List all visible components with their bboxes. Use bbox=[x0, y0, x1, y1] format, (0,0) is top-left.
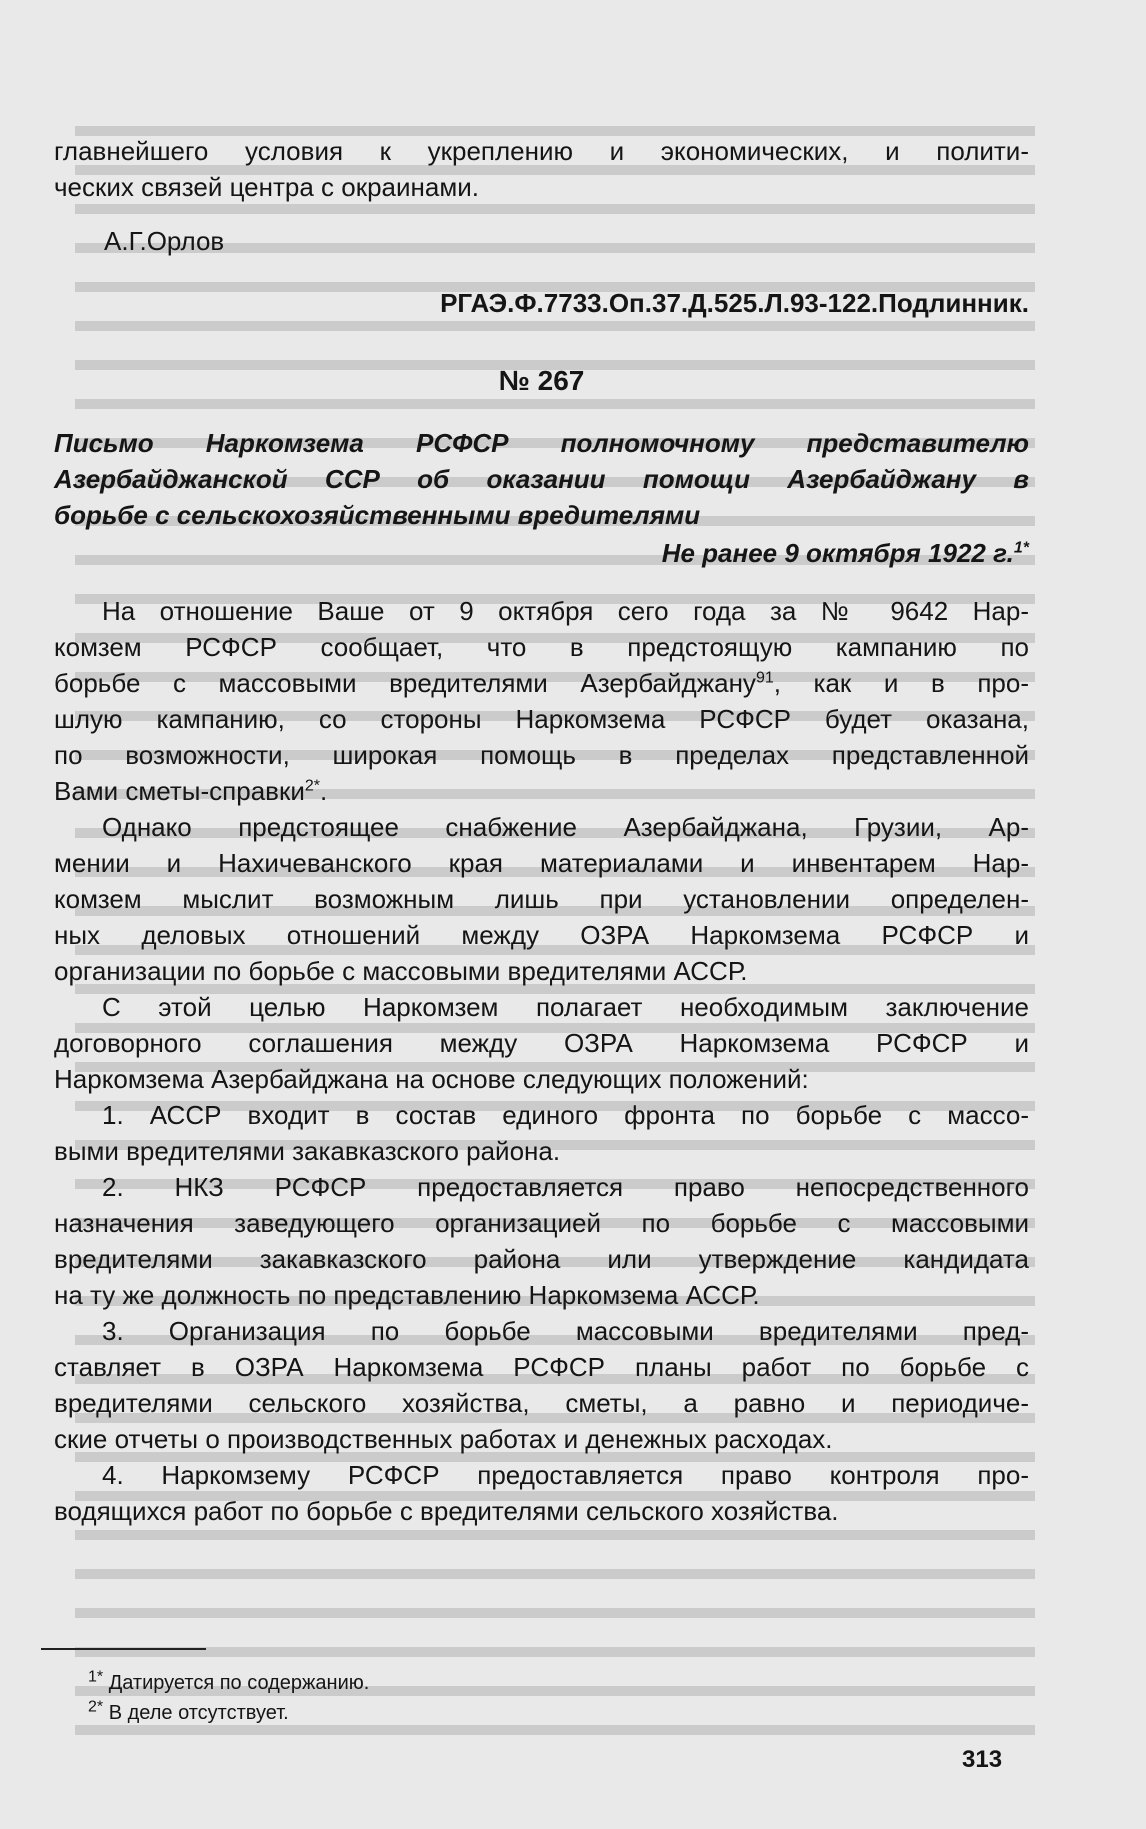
continued-line-2: ческих связей центра с окраинами. bbox=[54, 172, 479, 202]
note-91-mark: 91 bbox=[755, 669, 774, 687]
date-text: Не ранее 9 октября 1922 г. bbox=[661, 538, 1014, 568]
item-4-line-1: 4. Наркомзему РСФСР предоставляется право контроля про- bbox=[102, 1460, 1029, 1490]
footnote-1-text: Датируется по содержанию. bbox=[108, 1672, 370, 1694]
paragraph-1-line-3-after: , как и в про- bbox=[773, 668, 1029, 698]
archive-reference: РГАЭ.Ф.7733.Оп.37.Д.525.Л.93-122.Подлинник. bbox=[440, 288, 1029, 318]
document-title bbox=[54, 425, 1029, 533]
footnote-separator bbox=[41, 1648, 206, 1650]
title-line-1: Письмо Наркомзема РСФСР полномочному представителю bbox=[54, 428, 1029, 458]
paragraph-2-line-1: Однако предстоящее снабжение Азербайджана, Грузии, Ар- bbox=[102, 812, 1029, 842]
item-2 bbox=[54, 1169, 1029, 1313]
paragraph-3-line-3: Наркомзема Азербайджана на основе следующих положений: bbox=[54, 1064, 809, 1094]
paragraph-3-line-2: договорного соглашения между ОЗРА Наркомзема РСФСР и bbox=[54, 1028, 1029, 1058]
footnote-2-text: В деле отсутствует. bbox=[108, 1702, 289, 1724]
signature: А.Г.Орлов bbox=[104, 226, 225, 256]
continued-line-1: главнейшего условия к укреплению и экономических, и полити- bbox=[54, 136, 1029, 166]
footnote-2-mark: 2* bbox=[304, 777, 320, 795]
item-2-line-1: 2. НКЗ РСФСР предоставляется право непосредственного bbox=[102, 1172, 1029, 1202]
paragraph-1 bbox=[54, 593, 1029, 809]
item-3-line-3: вредителями сельского хозяйства, сметы, а равно и периодиче- bbox=[54, 1388, 1029, 1418]
paragraph-2-line-2: мении и Нахичеванского края материалами и инвентарем Нар- bbox=[54, 848, 1029, 878]
item-2-line-4: на ту же должность по представлению Наркомзема АССР. bbox=[54, 1280, 760, 1310]
date-footnote-mark: 1* bbox=[1013, 539, 1029, 557]
item-1-line-1: 1. АССР входит в состав единого фронта по борьбе с массо- bbox=[102, 1100, 1029, 1130]
paragraph-1-line-3-text: борьбе с массовыми вредителями Азербайджану bbox=[54, 668, 756, 698]
footnote-1-mark: 1* bbox=[88, 1668, 104, 1686]
footnote-1 bbox=[88, 1670, 369, 1696]
item-2-line-3: вредителями закавказского района или утверждение кандидата bbox=[54, 1244, 1029, 1274]
spacer bbox=[54, 571, 1029, 593]
paragraph-1-line-1: На отношение Ваше от 9 октября сего года за № 9642 Нар- bbox=[102, 596, 1029, 626]
paragraph-2-line-4: ных деловых отношений между ОЗРА Наркомзема РСФСР и bbox=[54, 920, 1029, 950]
item-3-line-4: ские отчеты о производственных работах и денежных расходах. bbox=[54, 1424, 833, 1454]
page-number: 313 bbox=[962, 1746, 1003, 1773]
footnote-2 bbox=[88, 1700, 289, 1726]
paragraph-3-line-1: С этой целью Наркомзем полагает необходимым заключение bbox=[102, 992, 1029, 1022]
paragraph-1-line-5: по возможности, широкая помощь в пределах представленной bbox=[54, 740, 1029, 770]
item-2-line-2: назначения заведующего организацией по борьбе с массовыми bbox=[54, 1208, 1029, 1238]
document-number: № 267 bbox=[498, 365, 585, 396]
item-1 bbox=[54, 1097, 1029, 1169]
item-3-line-1: 3. Организация по борьбе массовыми вредителями пред- bbox=[102, 1316, 1029, 1346]
paragraph-1-line-3 bbox=[54, 665, 1029, 701]
item-4 bbox=[54, 1457, 1029, 1529]
item-3-line-2: ставляет в ОЗРА Наркомзема РСФСР планы работ по борьбе с bbox=[54, 1352, 1029, 1382]
paragraph-2-line-5: организации по борьбе с массовыми вредителями АССР. bbox=[54, 956, 748, 986]
paragraph-1-line-6-text: Вами сметы-справки bbox=[54, 776, 305, 806]
paragraph-2-line-3: комзем мыслит возможным лишь при установлении определен- bbox=[54, 884, 1029, 914]
paragraph-1-line-2: комзем РСФСР сообщает, что в предстоящую кампанию по bbox=[54, 632, 1029, 662]
item-4-line-2: водящихся работ по борьбе с вредителями сельского хозяйства. bbox=[54, 1496, 839, 1526]
paragraph-2 bbox=[54, 809, 1029, 989]
title-line-3: борьбе с сельскохозяйственными вредителями bbox=[54, 500, 701, 530]
document-date bbox=[54, 535, 1029, 571]
footnote-2-number: 2* bbox=[88, 1698, 104, 1716]
paragraph-1-line-6-after: . bbox=[319, 776, 328, 806]
paragraph-1-line-6 bbox=[54, 773, 1029, 809]
paragraph-3 bbox=[54, 989, 1029, 1097]
main-text bbox=[54, 133, 1029, 1529]
title-line-2: Азербайджанской ССР об оказании помощи Азербайджану в bbox=[54, 464, 1029, 494]
item-1-line-2: выми вредителями закавказского района. bbox=[54, 1136, 561, 1166]
paragraph-1-line-4: шлую кампанию, со стороны Наркомзема РСФСР будет оказана, bbox=[54, 704, 1029, 734]
item-3 bbox=[54, 1313, 1029, 1457]
